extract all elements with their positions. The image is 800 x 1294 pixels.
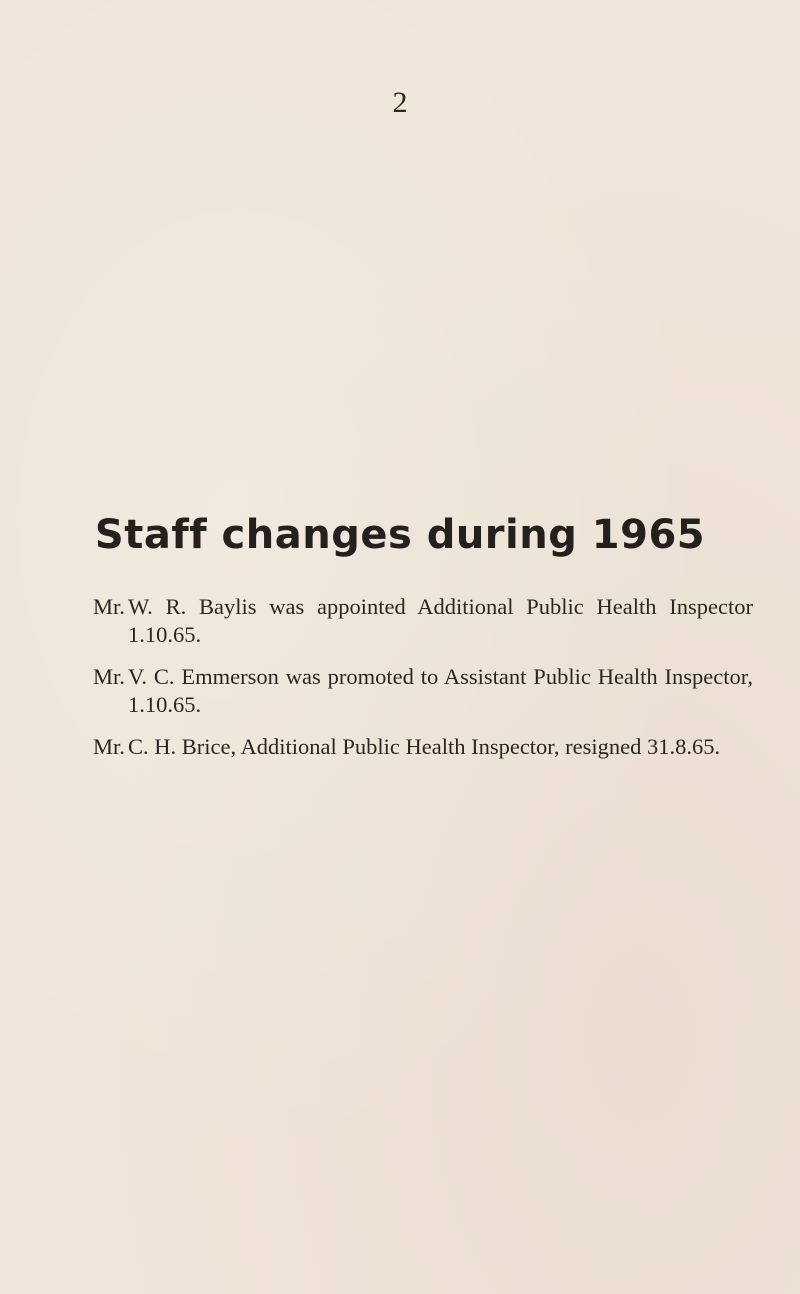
entry-title-prefix: Mr. (93, 734, 125, 759)
entry-text: W. R. Baylis was appointed Additional Public Health Inspector 1.10.65. (128, 594, 753, 647)
staff-changes-list (93, 593, 753, 775)
staff-change-entry (93, 733, 753, 761)
staff-change-entry (93, 663, 753, 719)
page-number: 2 (392, 86, 408, 119)
entry-title-prefix: Mr. (93, 664, 125, 689)
entry-title-prefix: Mr. (93, 594, 125, 619)
entry-text: C. H. Brice, Additional Public Health Inspector, resigned 31.8.65. (128, 734, 721, 759)
staff-change-entry (93, 593, 753, 649)
section-heading: Staff changes during 1965 (94, 512, 706, 558)
entry-text: V. C. Emmerson was promoted to Assistant Public Health Inspector, 1.10.65. (128, 664, 753, 717)
